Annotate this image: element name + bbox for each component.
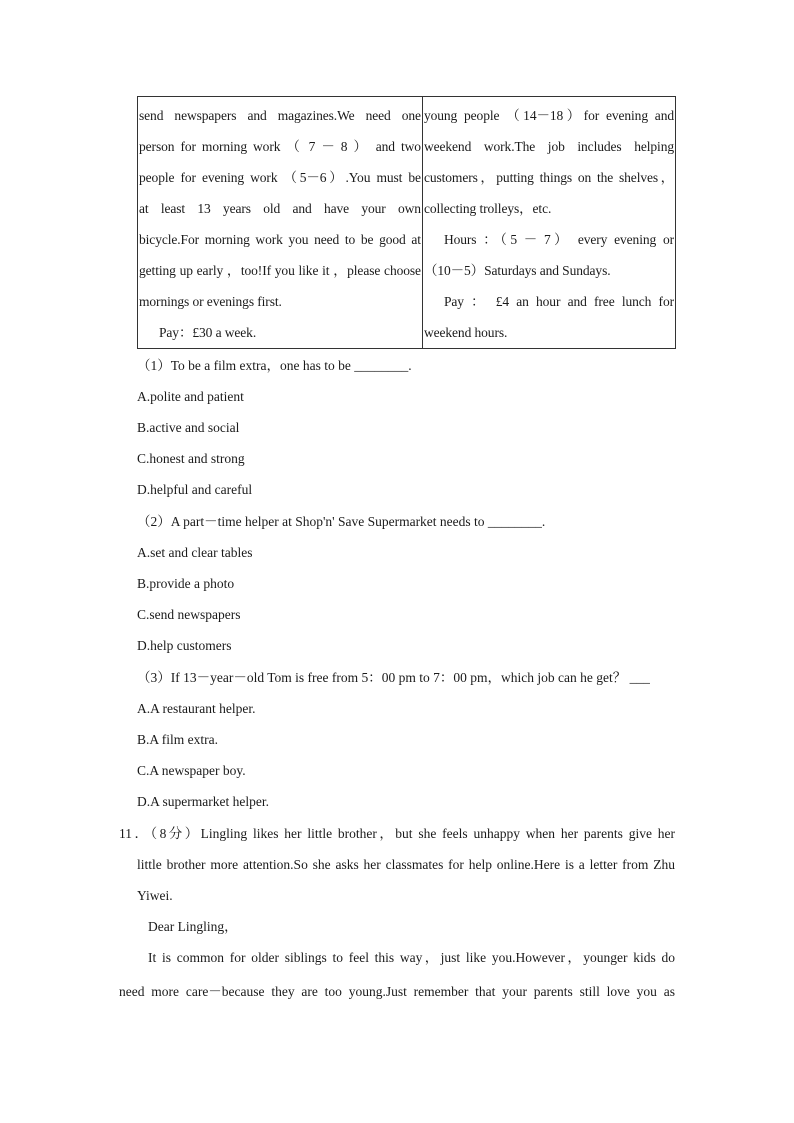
letter-body-line: need more care－because they are too young.Just remember that your parents still love you as [119,984,675,999]
ad-text-line: people for evening work （5－6）.You must be [139,170,421,185]
ad-text-line: weekend hours. [423,325,508,340]
ad-pay-line: Pay：£30 a week. [159,325,257,340]
question-2-option-b: B.provide a photo [137,576,235,591]
job-ads-table [137,96,676,349]
question-1-option-b: B.active and social [137,420,240,435]
question-3-option-b: B.A film extra. [137,732,218,747]
ad-hours-line: Hours ：（5 － 7） every evening or [443,232,674,247]
ad-text-line: young people （14－18）for evening and [423,108,674,123]
question-3-option-c: C.A newspaper boy. [137,763,246,778]
question-1-option-d: D.helpful and careful [137,482,253,497]
ad-text-line: send newspapers and magazines.We need one [139,108,421,123]
ad-text-line: bicycle.For morning work you need to be good at [139,232,421,247]
question-1-stem: （1）To be a film extra，one has to be ________. [137,358,412,373]
item-11-intro-line: 11．（8分）Lingling likes her little brother，but she feels unhappy when her parents give her [119,826,675,841]
question-3-option-d: D.A supermarket helper. [137,794,269,809]
question-1-option-c: C.honest and strong [137,451,245,466]
ad-text-line: mornings or evenings first. [139,294,282,309]
ad-text-line: （10－5）Saturdays and Sundays. [423,263,611,278]
question-2-option-d: D.help customers [137,638,232,653]
ad-text-line: customers，putting things on the shelves， [423,170,674,185]
question-1-option-a: A.polite and patient [137,389,244,404]
ad-text-line: weekend work.The job includes helping [423,139,674,154]
item-11-intro-line: Yiwei. [137,888,173,903]
supermarket-helper-ad-cell [423,97,675,348]
letter-salutation: Dear Lingling， [148,919,238,934]
ad-text-line: getting up early ，too!If you like it ，please choose [139,263,421,278]
ad-pay-line: Pay ： £4 an hour and free lunch for [443,294,674,309]
ad-text-line: collecting trolleys，etc. [423,201,552,216]
question-2-option-a: A.set and clear tables [137,545,253,560]
question-2-option-c: C.send newspapers [137,607,241,622]
question-2-stem: （2）A part－time helper at Shop'n' Save Supermarket needs to ________. [137,514,546,529]
ad-text-line: at least 13 years old and have your own [139,201,421,216]
item-11-intro-line: little brother more attention.So she asks her classmates for help online.Here is a letter from Zhu [137,857,675,872]
question-3-stem: （3）If 13－year－old Tom is free from 5：00 pm to 7：00 pm，which job can he get？ ___ [137,670,650,685]
newspaper-boy-ad-cell [138,97,423,348]
ad-text-line: person for morning work （ 7 － 8 ） and two [139,139,421,154]
question-3-option-a: A.A restaurant helper. [137,701,256,716]
letter-body-line: It is common for older siblings to feel this way，just like you.However，younger kids do [148,950,675,965]
